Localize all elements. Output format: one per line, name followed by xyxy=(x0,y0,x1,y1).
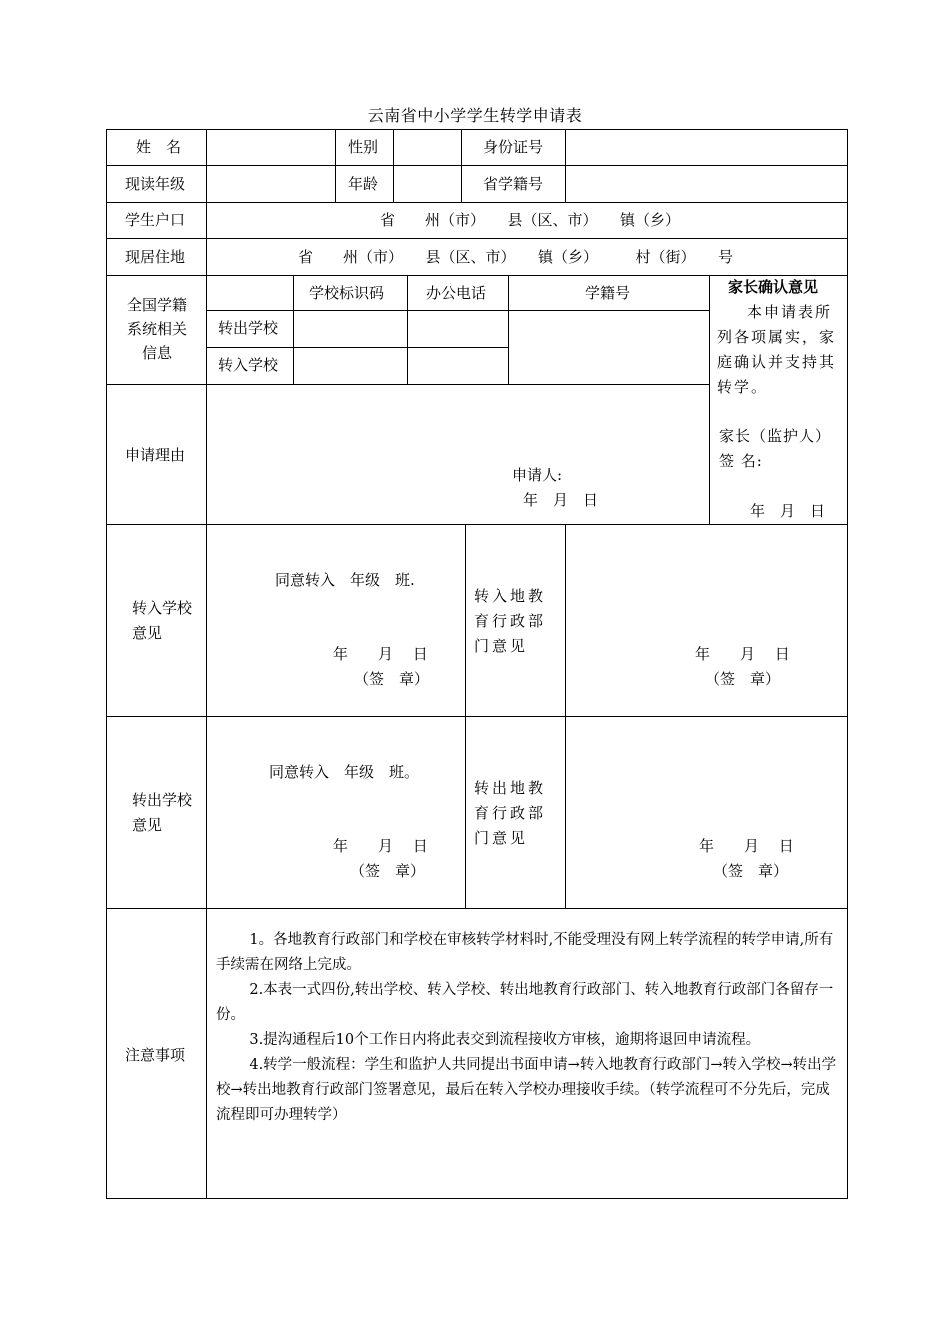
form-title: 云南省中小学学生转学申请表 xyxy=(367,106,583,125)
note-item: 4.转学一般流程：学生和监护人共同提出书面申请→转入地教育行政部门→转入学校→转出学校→转出地教育行政部门签署意见，最后在转入学校办理接收手续。（转学流程可不分先后，完成流程即可办理转学） xyxy=(216,1057,837,1123)
out-edu-dept-date: 年 月 日 xyxy=(699,837,794,855)
in-edu-dept-date: 年 月 日 xyxy=(695,645,790,663)
out-edu-dept-seal: （签 章） xyxy=(713,862,789,880)
parent-opinion-title: 家长确认意见 xyxy=(728,278,819,296)
provincial-id-label: 省学籍号 xyxy=(483,175,544,193)
name-field[interactable] xyxy=(208,131,334,164)
provincial-id-field[interactable] xyxy=(567,167,846,201)
in-school-agree-text: 同意转入 年级 班. xyxy=(275,571,415,589)
grade-field[interactable] xyxy=(208,167,334,201)
applicant-signature: 申请人: xyxy=(512,466,563,484)
parent-opinion-text: 本申请表所列各项属实，家庭确认并支持其转学。 xyxy=(717,303,837,396)
notes-label: 注意事项 xyxy=(125,1046,186,1064)
residence-address-template[interactable]: 省 州（市） 县（区、市） 镇（乡） 村（街） 号 xyxy=(298,248,734,266)
age-label: 年龄 xyxy=(348,175,379,193)
reason-label: 申请理由 xyxy=(125,446,186,464)
note-item: 1。各地教育行政部门和学校在审核转学材料时,不能受理没有网上转学流程的转学申请,所有手续需在网络上完成。 xyxy=(216,932,834,973)
out-edu-dept-label: 转出地教育行政部门意见 xyxy=(474,779,547,847)
id-number-field[interactable] xyxy=(567,131,846,164)
reason-field[interactable] xyxy=(208,386,708,466)
out-school-opinion-label: 转出学校意见 xyxy=(132,791,193,834)
row-transfer-in-school: 转入学校 xyxy=(218,356,279,374)
in-edu-dept-seal: （签 章） xyxy=(705,670,781,688)
row-transfer-out-school: 转出学校 xyxy=(218,319,279,337)
notes-list xyxy=(216,928,840,1128)
parent-signature[interactable]: 家长（监护人）签 名: xyxy=(719,427,832,470)
in-school-seal: （签 章） xyxy=(354,670,430,688)
col-school-code: 学校标识码 xyxy=(309,284,385,302)
in-edu-dept-label: 转入地教育行政部门意见 xyxy=(474,587,547,655)
age-field[interactable] xyxy=(395,167,460,201)
out-school-agree-text: 同意转入 年级 班。 xyxy=(269,763,420,781)
col-office-phone: 办公电话 xyxy=(426,284,487,302)
in-school-date: 年 月 日 xyxy=(333,645,428,663)
gender-label: 性别 xyxy=(348,138,379,156)
in-school-opinion-label: 转入学校意见 xyxy=(132,599,193,642)
grade-label: 现读年级 xyxy=(125,175,186,193)
residence-label: 现居住地 xyxy=(125,248,186,266)
gender-field[interactable] xyxy=(395,131,460,164)
out-school-seal: （签 章） xyxy=(350,862,426,880)
out-school-date: 年 月 日 xyxy=(333,837,428,855)
name-label: 姓 名 xyxy=(136,138,182,156)
id-number-label: 身份证号 xyxy=(483,138,544,156)
note-item: 2.本表一式四份,转出学校、转入学校、转出地教育行政部门、转入地教育行政部门各留存一份。 xyxy=(216,982,834,1023)
national-system-label: 全国学籍系统相关信息 xyxy=(126,296,187,362)
hukou-address-template[interactable]: 省 州（市） 县（区、市） 镇（乡） xyxy=(380,211,681,229)
note-item: 3.提沟通程后10个工作日内将此表交到流程接收方审核，逾期将退回申请流程。 xyxy=(249,1032,761,1048)
col-student-number: 学籍号 xyxy=(585,284,631,302)
parent-date: 年 月 日 xyxy=(750,502,826,520)
hukou-label: 学生户口 xyxy=(125,211,186,229)
reason-date: 年 月 日 xyxy=(523,491,599,509)
